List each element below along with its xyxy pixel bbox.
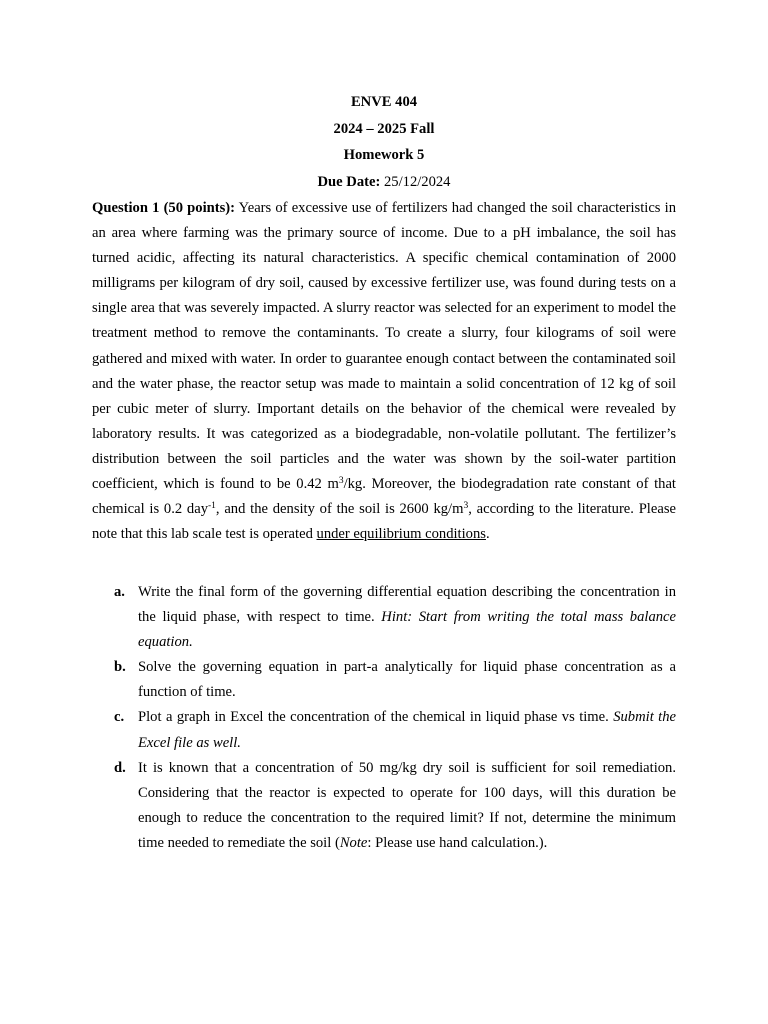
part-note: Note — [339, 834, 368, 851]
part-text: : Please use hand calculation.). — [367, 834, 548, 851]
part-text: It is known that a concentration of 50 mg/kg dry soil is sufficient for soil remediation. Considering that the reactor is expected to operate for 100 days, will this duration be enough to reduce the concentration to the required limit? If not, determine the minimum time needed to remediate the soil ( — [138, 759, 676, 851]
due-date — [0, 172, 768, 199]
term: 2024 – 2025 Fall — [333, 120, 435, 137]
question-text-segment: , according to the literature. Please note that this lab scale test is operated — [92, 501, 676, 543]
question-text-segment: Years of excessive use of fertilizers had changed the soil characteristics in an area where farming was the primary source of income. Due to a pH imbalance, the soil has turned acidic, affecting its natural characteristics. A specific chemical contamination of 2000 milligrams per kilogram of dry soil, caused by excessive fertilizer use, was found during tests on a single area that was severely impacted. A slurry reactor was selected for an experiment to model the treatment method to remove the contaminants. To create a slurry, four kilograms of soil were gathered and mixed with water. In order to guarantee enough contact between the contaminated soil and the water phase, the reactor setup was made to maintain a solid concentration of 12 kg of soil per cubic meter of slurry. Important details on the behavior of the chemical were revealed by laboratory results. It was categorized as a biodegradable, non-volatile pollutant. The fertilizer’s distribution between the soil particles and the water was shown by the soil-water partition coefficient, which is found to be 0.42 m — [92, 200, 676, 493]
part-label: d. — [114, 759, 126, 776]
part-a — [92, 580, 676, 655]
part-label: c. — [114, 709, 125, 726]
part-c — [92, 705, 676, 755]
question-text-segment: , and the density of the soil is 2600 kg/m — [215, 501, 464, 518]
due-date-label: Due Date: — [317, 173, 381, 190]
question-text-segment: . — [485, 526, 490, 543]
part-text: Plot a graph in Excel the concentration of the chemical in liquid phase vs time. — [138, 709, 614, 726]
part-b — [92, 655, 676, 705]
course-code: ENVE 404 — [350, 94, 418, 110]
question-parts-list — [92, 580, 676, 856]
part-label: a. — [114, 584, 125, 600]
underlined-text: under equilibrium conditions — [316, 526, 486, 543]
homework-title: Homework 5 — [343, 147, 425, 163]
document-header — [0, 92, 768, 198]
question-1-label: Question 1 (50 points): — [92, 200, 236, 216]
question-text-segment: /kg. Moreover, the biodegradation rate constant of that chemical is 0.2 day — [92, 476, 676, 518]
part-text: Solve the governing equation in part-a analytically for liquid phase concentration as a function of time. — [138, 659, 676, 701]
superscript: 3 — [338, 476, 344, 487]
part-hint: Hint: Start from writing the total mass balance equation. — [138, 609, 676, 651]
part-hint: Submit the Excel file as well. — [138, 709, 676, 751]
part-d — [92, 756, 676, 856]
superscript: 3 — [463, 501, 469, 512]
part-text: Write the final form of the governing differential equation describing the concentration in the liquid phase, with respect to time. — [138, 584, 676, 626]
superscript: -1 — [208, 501, 216, 512]
part-label: b. — [114, 659, 126, 676]
due-date-value: 25/12/2024 — [384, 173, 451, 190]
question-1-text — [92, 196, 676, 547]
